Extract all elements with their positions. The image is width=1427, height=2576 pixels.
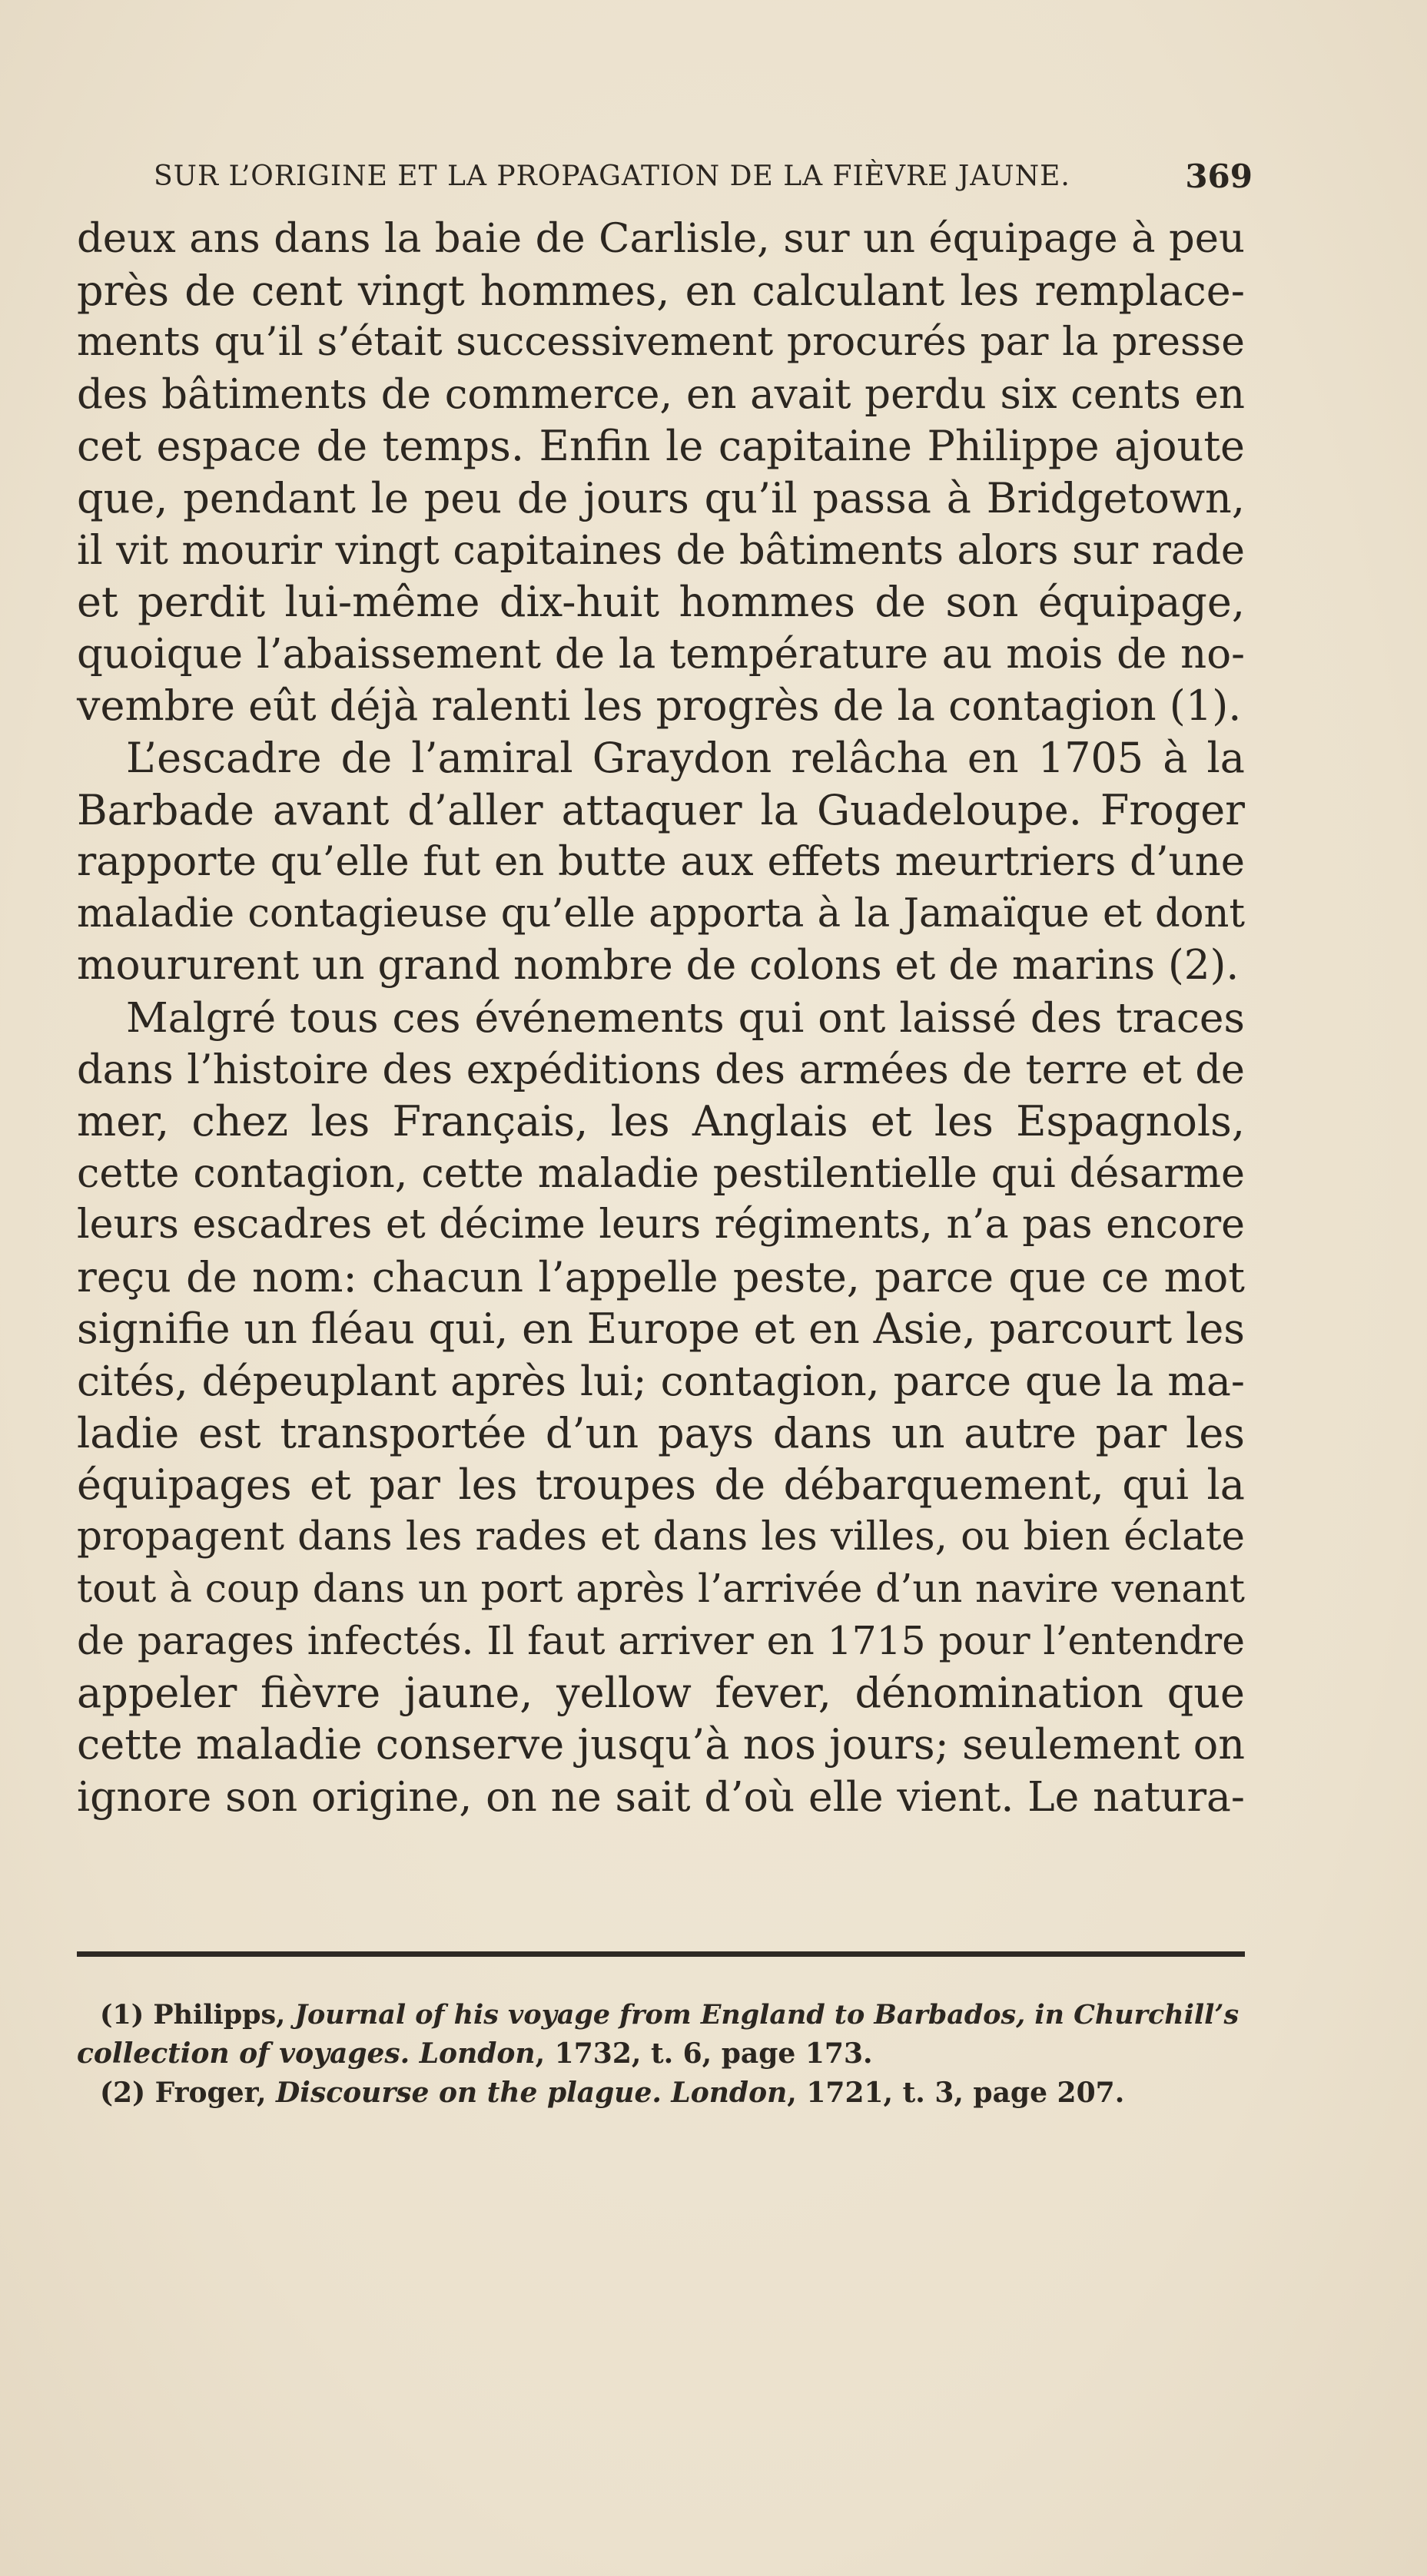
footnote-1-title: Journal of his voyage from England to Barbados, in Churchill’s [294, 1999, 1239, 2031]
footnote-2-ref: , 1721, t. 3, page 207. [787, 2077, 1125, 2109]
text-line: propagent dans les rades et dans les villes, ou bien éclate [77, 1513, 1245, 1560]
text-line: Barbade avant d’aller attaquer la Guadeloupe. Froger [77, 785, 1245, 834]
text-line: deux ans dans la baie de Carlisle, sur un équipage à peu [77, 215, 1245, 262]
text-line: maladie contagieuse qu’elle apporta à la Jamaïque et dont [77, 890, 1245, 937]
text-line: moururent un grand nombre de colons et de marins (2). [77, 941, 1239, 990]
text-line: ignore son origine, on ne sait d’où elle vient. Le natura- [77, 1772, 1245, 1821]
text-line: leurs escadres et décime leurs régiments, n’a pas encore [77, 1202, 1245, 1248]
body-text [77, 213, 1245, 1822]
text-line: équipages et par les troupes de débarquement, qui la [77, 1460, 1245, 1510]
footnote-rule [77, 1951, 1245, 1957]
footnote-1 [77, 1995, 1245, 2034]
footnote-2-title: Discourse on the plague. London [276, 2077, 788, 2109]
text-line: appeler fièvre jaune, yellow fever, dénomination que [77, 1668, 1245, 1717]
text-line: L’escadre de l’amiral Graydon relâcha en 1705 à la [126, 733, 1245, 782]
footnote-2-author: (2) Froger, [100, 2077, 277, 2109]
text-line: des bâtiments de commerce, en avait perdu six cents en [77, 370, 1245, 418]
text-line: dans l’histoire des expéditions des armées de terre et de [77, 1046, 1245, 1093]
text-line: signifie un fléau qui, en Europe et en Asie, parcourt les [77, 1305, 1245, 1354]
text-line: et perdit lui-même dix-huit hommes de son équipage, [77, 578, 1245, 627]
text-line: cette contagion, cette maladie pestilentielle qui désarme [77, 1149, 1245, 1197]
text-line: quoique l’abaissement de la température au mois de no- [77, 630, 1245, 678]
text-line: cette maladie conserve jusqu’à nos jours; seulement on [77, 1720, 1245, 1769]
text-line: que, pendant le peu de jours qu’il passa à Bridgetown, [77, 473, 1245, 522]
footnote-1-author: (1) Philipps, [100, 1999, 295, 2031]
page-number: 369 [1185, 157, 1253, 195]
footnotes [77, 1995, 1245, 2113]
footnote-1-ref: , 1732, t. 6, page 173. [535, 2037, 873, 2070]
text-line: ladie est transportée d’un pays dans un autre par les [77, 1408, 1245, 1457]
text-line: il vit mourir vingt capitaines de bâtiments alors sur rade [77, 526, 1245, 574]
text-line: ments qu’il s’était successivement procurés par la presse [77, 319, 1245, 366]
text-line: cités, dépeuplant après lui; contagion, parce que la ma- [77, 1357, 1245, 1406]
text-line: près de cent vingt hommes, en calculant les remplace- [77, 266, 1245, 315]
text-line: tout à coup dans un port après l’arrivée d’un navire venant [77, 1566, 1245, 1612]
text-line: cet espace de temps. Enfin le capitaine Philippe ajoute [77, 422, 1245, 471]
text-line: Malgré tous ces événements qui ont laissé des traces [126, 993, 1245, 1042]
running-head [154, 154, 1253, 200]
footnote-1-cont [77, 2034, 1245, 2074]
running-title: SUR L’ORIGINE ET LA PROPAGATION DE LA FIÈVRE JAUNE. [154, 161, 1070, 192]
text-line: reçu de nom: chacun l’appelle peste, parce que ce mot [77, 1252, 1245, 1301]
text-line: mer, chez les Français, les Anglais et les Espagnols, [77, 1097, 1245, 1146]
text-line: de parages infectés. Il faut arriver en 1715 pour l’entendre [77, 1618, 1245, 1664]
footnote-1-title-cont: collection of voyages. London [77, 2037, 536, 2070]
footnote-2 [77, 2074, 1245, 2113]
text-line: rapporte qu’elle fut en butte aux effets meurtriers d’une [77, 838, 1245, 886]
text-line: vembre eût déjà ralenti les progrès de la contagion (1). [77, 681, 1242, 731]
